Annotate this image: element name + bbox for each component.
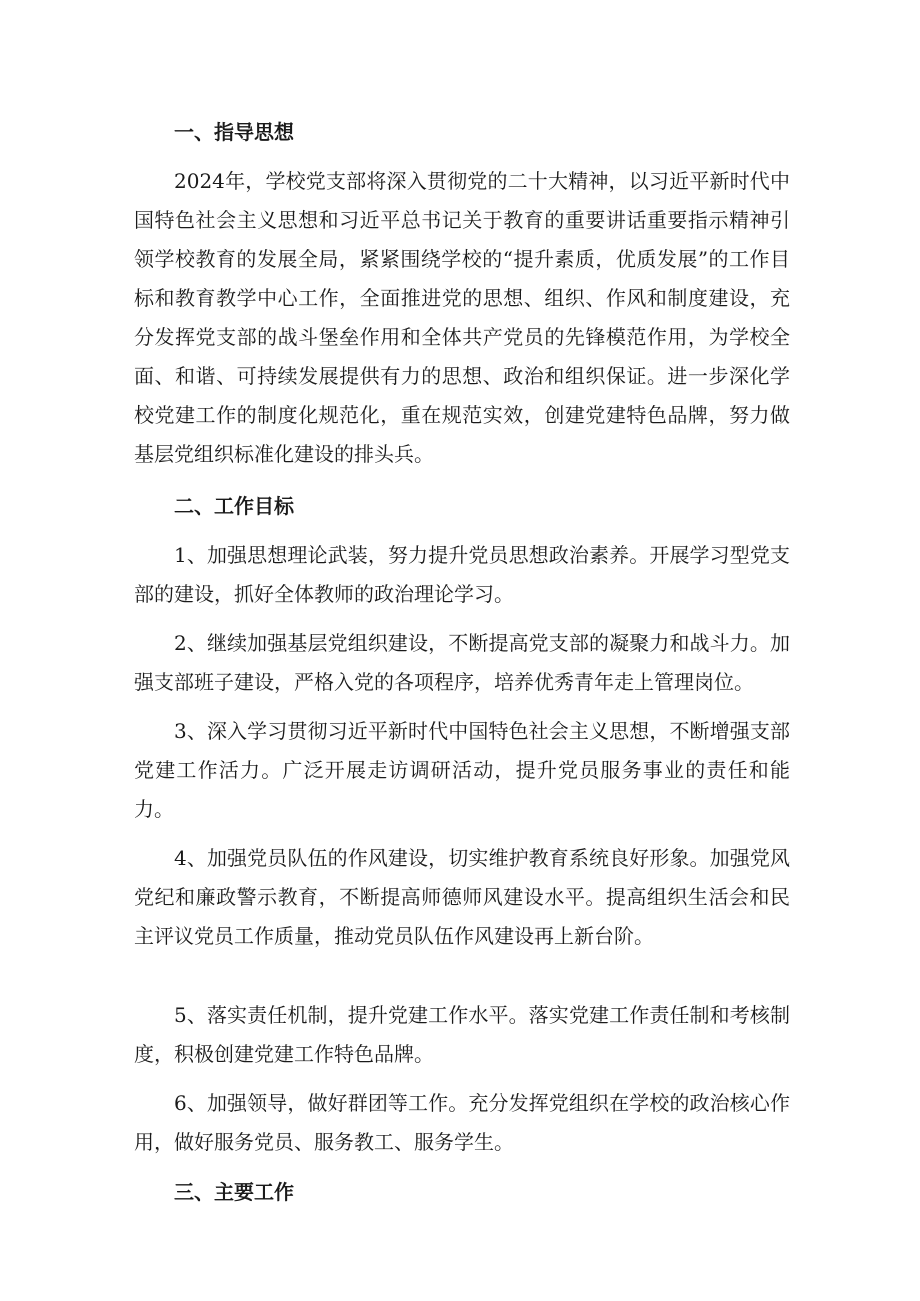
section-heading-goals: 二、工作目标 — [174, 494, 294, 518]
section-heading-guiding: 一、指导思想 — [174, 120, 294, 144]
section-heading-main-work: 三、主要工作 — [174, 1180, 294, 1204]
guiding-paragraph: 2024年，学校党支部将深入贯彻党的二十大精神，以习近平新时代中国特色社会主义思想和习近平总书记关于教育的重要讲话重要指示精神引领学校教育的发展全局，紧紧围绕学校的“提升素质，优质发展”的工作目标和教育教学中心工作，全面推进党的思想、组织、作风和制度建设，充分发挥党支部的战斗堡垒作用和全体共产党员的先锋模范作用，为学校全面、和谐、可持续发展提供有力的思想、政治和组织保证。进一步深化学校党建工作的制度化规范化，重在规范实效，创建党建特色品牌，努力做基层党组织标准化建设的排头兵。 — [134, 169, 790, 466]
goal-item-4: 4、加强党员队伍的作风建设，切实维护教育系统良好形象。加强党风党纪和廉政警示教育，不断提高师德师风建设水平。提高组织生活会和民主评议党员工作质量，推动党员队伍作风建设再上新台阶。 — [134, 846, 790, 948]
goal-item-6: 6、加强领导，做好群团等工作。充分发挥党组织在学校的政治核心作用，做好服务党员、服务教工、服务学生。 — [134, 1091, 790, 1154]
document-page — [134, 112, 790, 1212]
goal-item-3: 3、深入学习贯彻习近平新时代中国特色社会主义思想，不断增强支部党建工作活力。广泛开展走访调研活动，提升党员服务事业的责任和能力。 — [134, 719, 790, 821]
goal-item-1: 1、加强思想理论武装，努力提升党员思想政治素养。开展学习型党支部的建设，抓好全体教师的政治理论学习。 — [134, 543, 790, 606]
goal-item-2: 2、继续加强基层党组织建设，不断提高党支部的凝聚力和战斗力。加强支部班子建设，严格入党的各项程序，培养优秀青年走上管理岗位。 — [134, 631, 790, 694]
goal-item-5: 5、落实责任机制，提升党建工作水平。落实党建工作责任制和考核制度，积极创建党建工作特色品牌。 — [134, 1003, 790, 1066]
